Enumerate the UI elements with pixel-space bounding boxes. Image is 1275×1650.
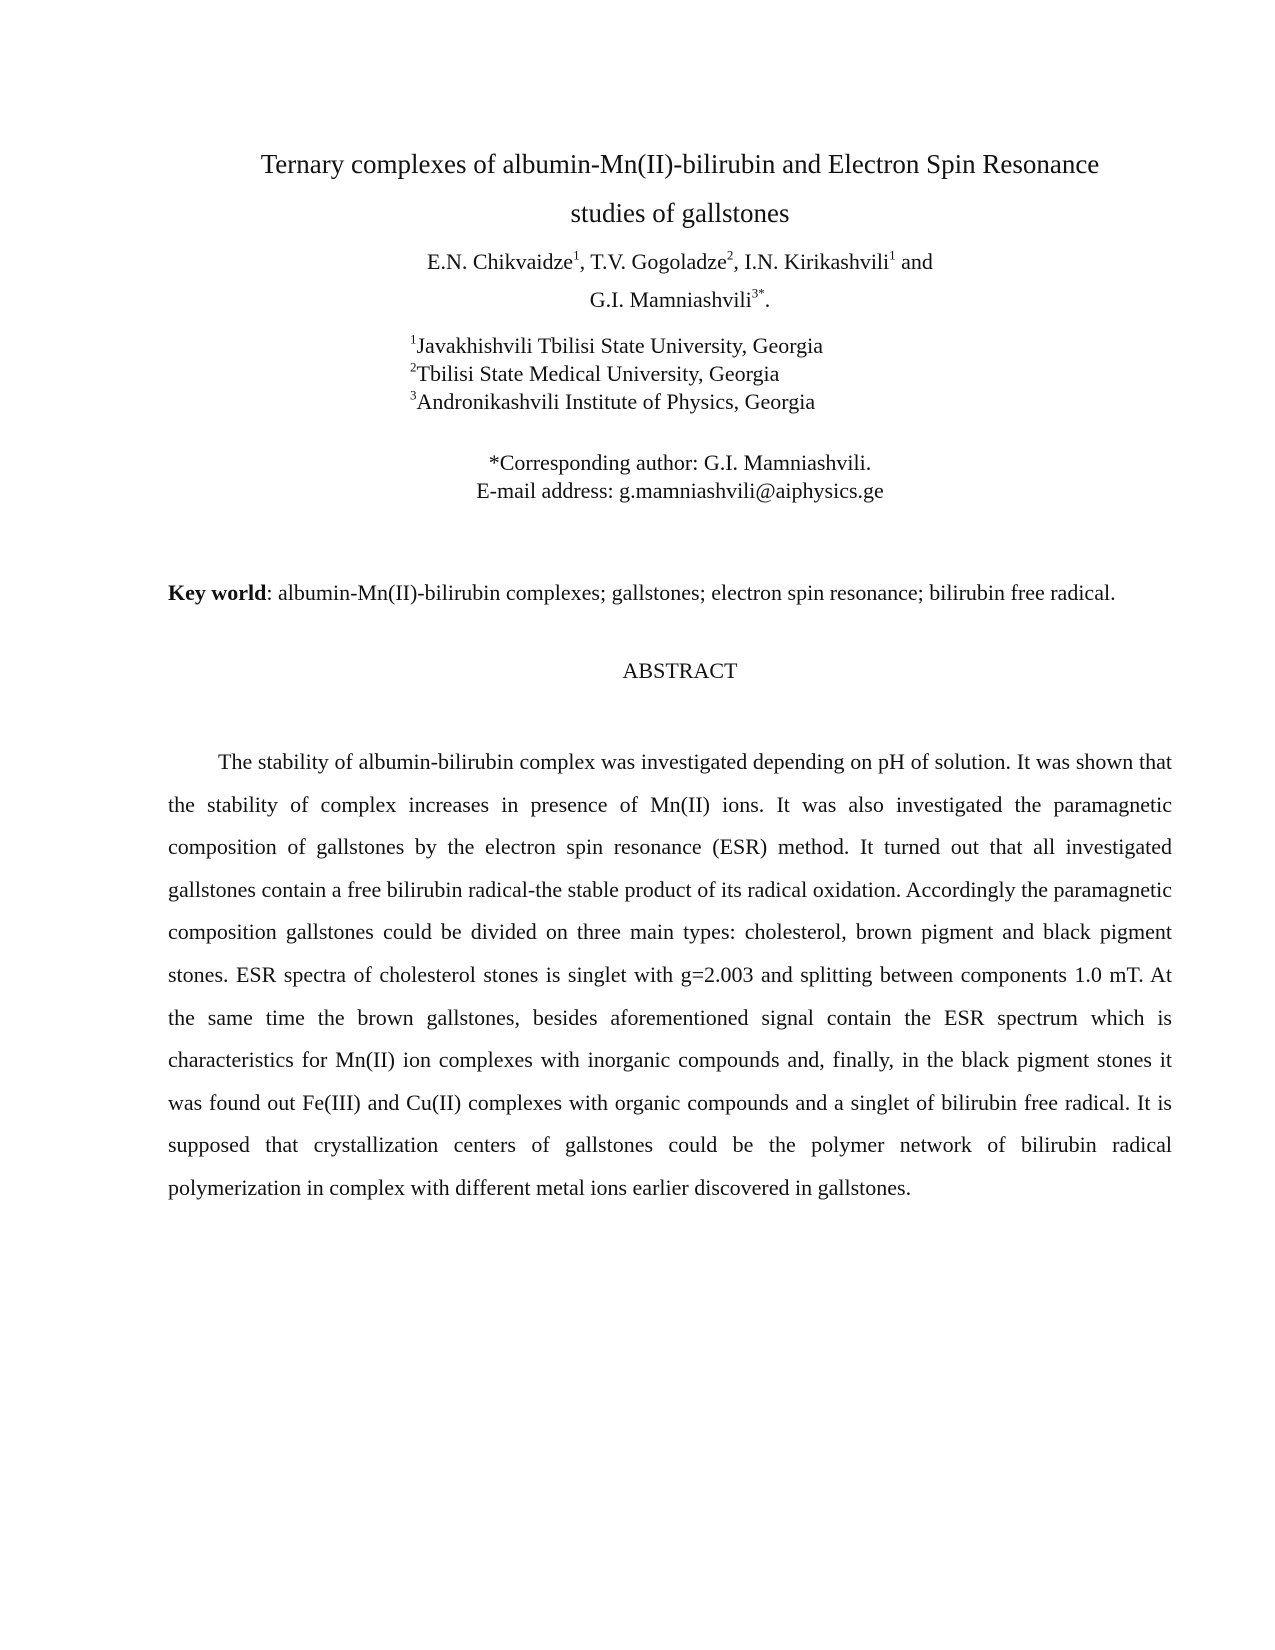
author-affiliation-mark: 2 — [726, 247, 734, 263]
affiliation-text: Andronikashvili Institute of Physics, Georgia — [416, 389, 816, 414]
author-affiliation-mark: 1 — [889, 247, 896, 263]
author-affiliation-mark: 1 — [573, 247, 580, 263]
author-list — [220, 243, 1140, 319]
corresponding-author-line: *Corresponding author: G.I. Mamniashvili. — [488, 450, 872, 475]
affiliation-item — [410, 332, 823, 360]
affiliation-list — [410, 332, 823, 416]
author-separator: and — [895, 249, 933, 274]
affiliation-item — [410, 360, 823, 388]
author-affiliation-mark: 3* — [751, 285, 765, 301]
email-address: E-mail address: g.mamniashvili@aiphysics.ge — [476, 478, 884, 503]
abstract-body: The stability of albumin-bilirubin complex was investigated depending on pH of solution. It was shown that the stability of complex increases in presence of Mn(II) ions. It was also investigated the paramagnetic composition of gallstones by the electron spin resonance (ESR) method. It turned out that all investigated gallstones contain a free bilirubin radical-the stable product of its radical oxidation. Accordingly the paramagnetic composition gallstones could be divided on three main types: cholesterol, brown pigment and black pigment stones. ESR spectra of cholesterol stones is singlet with g=2.003 and splitting between components 1.0 mT. At the same time the brown gallstones, besides aforementioned signal contain the ESR spectrum which is characteristics for Mn(II) ion complexes with inorganic compounds and, finally, in the black pigment stones it was found out Fe(III) and Cu(II) complexes with organic compounds and a singlet of bilirubin free radical. It is supposed that crystallization centers of gallstones could be the polymer network of bilirubin radical polymerization in complex with different metal ions earlier discovered in gallstones. — [168, 749, 1172, 1200]
author-name: I.N. Kirikashvili — [744, 249, 890, 274]
author-name: G.I. Mamniashvili — [589, 287, 752, 312]
affiliation-mark: 3 — [410, 387, 417, 403]
author-name: T.V. Gogoladze — [590, 249, 727, 274]
paper-title: Ternary complexes of albumin-Mn(II)-bilirubin and Electron Spin Resonance studies of gallstones — [260, 149, 1100, 228]
author-name: E.N. Chikvaidze — [427, 249, 574, 274]
author-separator: . — [764, 287, 771, 312]
affiliation-item — [410, 388, 823, 416]
author-separator: , — [579, 249, 591, 274]
author-line-2 — [220, 281, 1140, 319]
keywords — [168, 572, 1172, 614]
affiliation-mark: 2 — [410, 359, 417, 375]
affiliation-text: Tbilisi State Medical University, Georgia — [416, 361, 780, 386]
author-line-1 — [220, 243, 1140, 281]
abstract-heading: ABSTRACT — [622, 658, 738, 683]
keywords-label: Key world — [168, 580, 267, 605]
author-separator: , — [733, 249, 745, 274]
affiliation-mark: 1 — [410, 331, 417, 347]
keywords-text: : albumin-Mn(II)-bilirubin complexes; gallstones; electron spin resonance; bilirubin free radical. — [266, 580, 1116, 605]
corresponding-author — [220, 449, 1140, 505]
affiliation-text: Javakhishvili Tbilisi State University, Georgia — [416, 333, 824, 358]
